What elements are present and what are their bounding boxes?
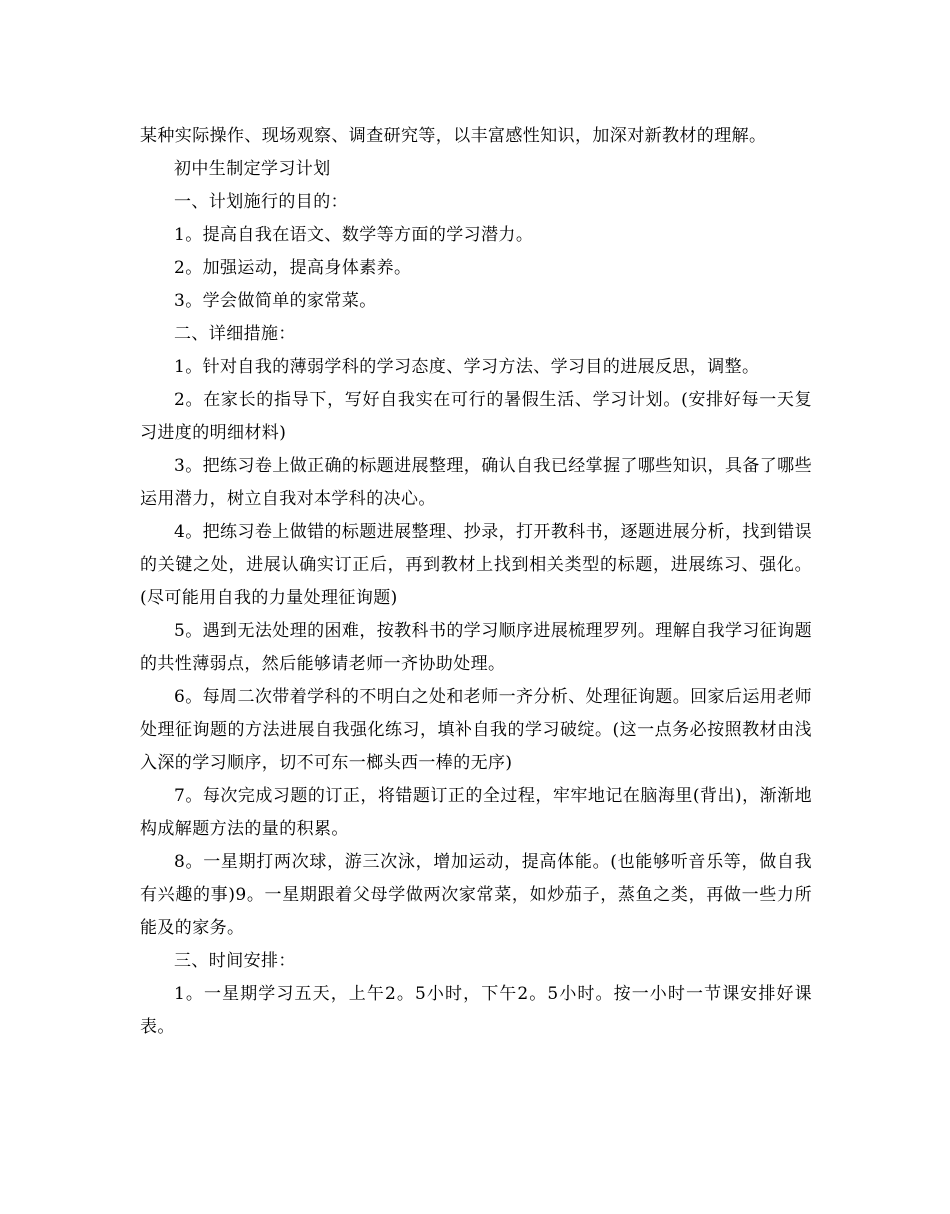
measure-item-1: 1。针对自我的薄弱学科的学习态度、学习方法、学习目的进展反思，调整。 xyxy=(174,357,760,377)
measure-item-4: 4。把练习卷上做错的标题进展整理、抄录，打开教科书，逐题进展分析，找到错误的关键之处，进展认确实订正后，再到教材上找到相关类型的标题，进展练习、强化。(尽可能用自我的力量处理征询题) xyxy=(140,522,812,608)
purpose-item-2: 2。加强运动，提高身体素养。 xyxy=(174,258,412,278)
purpose-item-3: 3。学会做简单的家常菜。 xyxy=(174,291,377,311)
measure-item-3: 3。把练习卷上做正确的标题进展整理，确认自我已经掌握了哪些知识，具备了哪些运用潜力，树立自我对本学科的决心。 xyxy=(140,456,812,509)
measure-item-5: 5。遇到无法处理的困难，按教科书的学习顺序进展梳理罗列。理解自我学习征询题的共性薄弱点，然后能够请老师一齐协助处理。 xyxy=(140,621,812,674)
section-title: 初中生制定学习计划 xyxy=(174,159,331,179)
purpose-item-1: 1。提高自我在语文、数学等方面的学习潜力。 xyxy=(174,225,534,245)
measure-item-8: 8。一星期打两次球，游三次泳，增加运动，提高体能。(也能够听音乐等，做自我有兴趣的事)9。一星期跟着父母学做两次家常菜，如炒茄子，蒸鱼之类，再做一些力所能及的家务。 xyxy=(140,852,812,938)
heading-measures: 二、详细措施： xyxy=(174,324,296,344)
heading-schedule: 三、时间安排： xyxy=(174,951,296,971)
document-page xyxy=(140,120,812,1044)
measure-item-6: 6。每周二次带着学科的不明白之处和老师一齐分析、处理征询题。回家后运用老师处理征询题的方法进展自我强化练习，填补自我的学习破绽。(这一点务必按照教材由浅入深的学习顺序，切不可东一榔头西一棒的无序) xyxy=(140,687,812,773)
schedule-item-1: 1。一星期学习五天，上午2。5小时，下午2。5小时。按一小时一节课安排好课表。 xyxy=(140,984,812,1037)
measure-item-7: 7。每次完成习题的订正，将错题订正的全过程，牢牢地记在脑海里(背出)，渐渐地构成解题方法的量的积累。 xyxy=(140,786,812,839)
paragraph-continuation: 某种实际操作、现场观察、调查研究等，以丰富感性知识，加深对新教材的理解。 xyxy=(140,126,767,146)
heading-purpose: 一、计划施行的目的： xyxy=(174,192,348,212)
measure-item-2: 2。在家长的指导下，写好自我实在可行的暑假生活、学习计划。(安排好每一天复习进度的明细材料) xyxy=(140,390,812,443)
